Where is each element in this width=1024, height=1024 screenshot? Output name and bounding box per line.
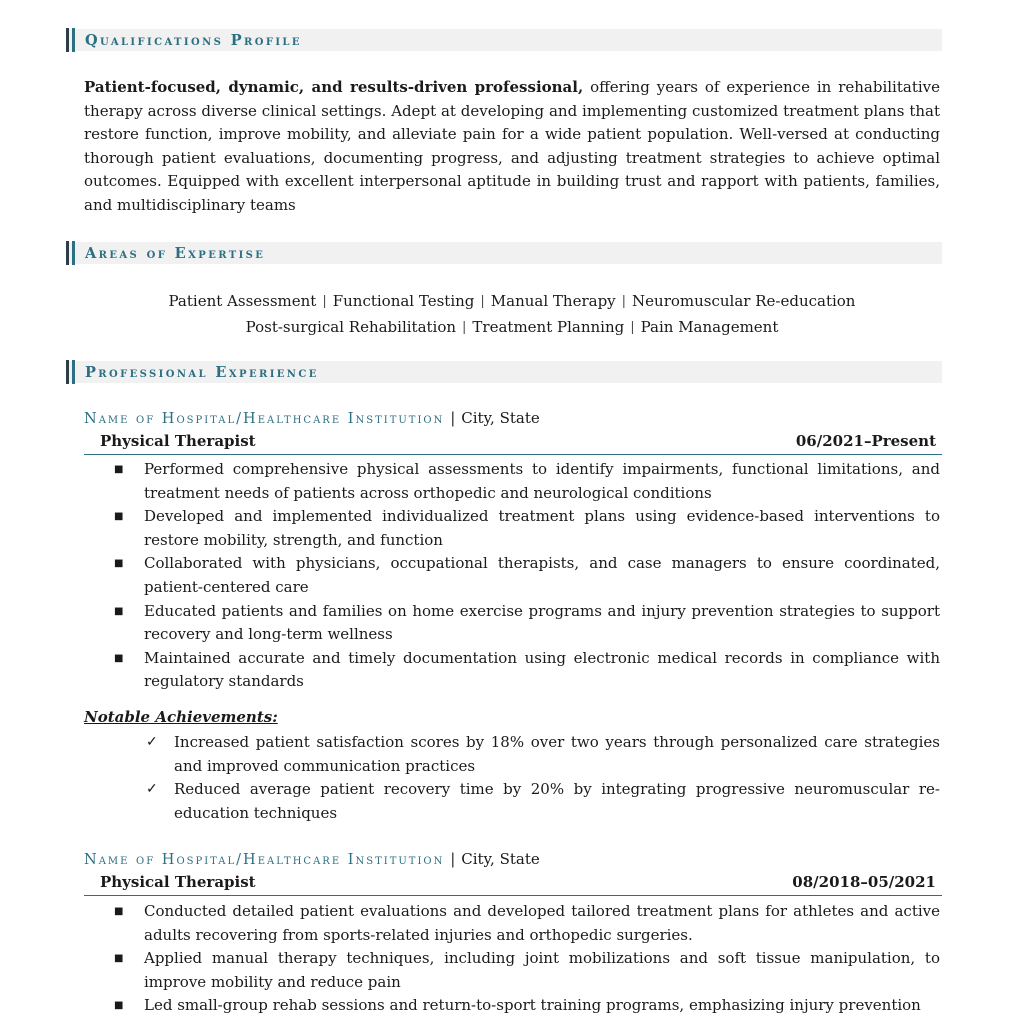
- list-item: [84, 900, 940, 947]
- expertise-item: Functional Testing: [332, 292, 475, 310]
- employer-location: City, State: [461, 850, 540, 868]
- list-item: [84, 552, 940, 599]
- section-accent-bar: [72, 241, 75, 265]
- expertise-item: Neuromuscular Re-education: [632, 292, 856, 310]
- bullet-icon: ■: [114, 953, 124, 965]
- achievement-text: Reduced average patient recovery time by 20% by integrating progressive neuromuscular re-education techniques: [174, 780, 940, 822]
- section-accent-bar: [72, 28, 75, 52]
- section-header-qualifications: [66, 29, 942, 51]
- job-title: Physical Therapist: [100, 432, 256, 450]
- bullet-text: Performed comprehensive physical assessments to identify impairments, functional limitations, and treatment needs of patients across orthopedic and neurological conditions: [144, 460, 940, 502]
- list-item: [84, 458, 940, 505]
- list-item: [84, 647, 940, 694]
- section-accent-bar: [66, 360, 69, 384]
- profile-summary: [84, 76, 940, 218]
- profile-body: offering years of experience in rehabilitative therapy across diverse clinical settings. Adept at developing and implementing customized treatment plans that restore function, improve mobility, and alleviate pain for a wide patient population. Well-versed at conducting thorough patient evaluations, documenting progress, and adjusting treatment strategies to achieve optimal outcomes. Equipped with excellent interpersonal aptitude in building trust and rapport with patients, families, and multidisciplinary teams: [84, 78, 940, 214]
- section-header-experience: [66, 361, 942, 383]
- bullet-text: Educated patients and families on home exercise programs and injury prevention strategies to support recovery and long-term wellness: [144, 601, 940, 644]
- bullet-icon: ■: [114, 511, 124, 523]
- list-item: [84, 778, 940, 825]
- bullet-icon: ■: [114, 652, 124, 664]
- job-title: Physical Therapist: [100, 873, 256, 891]
- bullet-text: Developed and implemented individualized treatment plans using evidence-based interventions to restore mobility, strength, and function: [144, 507, 940, 549]
- expertise-item: Treatment Planning: [472, 318, 625, 336]
- checkmark-icon: ✓: [146, 734, 158, 750]
- list-item: [84, 505, 940, 552]
- job-dates: 06/2021–Present: [795, 432, 936, 450]
- bullet-icon: ■: [114, 558, 124, 570]
- profile-lead: Patient-focused, dynamic, and results-driven professional,: [84, 78, 584, 96]
- expertise-item: Post-surgical Rehabilitation: [245, 318, 457, 336]
- job-bullets: [84, 458, 940, 694]
- bullet-icon: ■: [114, 464, 124, 475]
- bullet-text: Maintained accurate and timely documentation using electronic medical records in compliance with regulatory standards: [144, 648, 940, 691]
- bullet-icon: ■: [114, 605, 124, 617]
- list-item: [84, 947, 940, 994]
- section-title: Qualifications Profile: [85, 32, 302, 49]
- list-item: [84, 731, 940, 778]
- section-accent-bar: [66, 28, 69, 52]
- section-title: Areas of Expertise: [85, 245, 266, 262]
- section-accent-bar: [66, 241, 69, 265]
- achievements-list: [84, 731, 940, 825]
- section-accent-bar: [72, 360, 75, 384]
- list-item: [84, 600, 940, 647]
- employer-name: Name of Hospital/Healthcare Institution: [84, 852, 445, 868]
- expertise-item: Manual Therapy: [490, 292, 616, 310]
- job-employer: Name of Hospital/Healthcare Institution | City, State: [84, 850, 540, 868]
- bullet-text: Applied manual therapy techniques, including joint mobilizations and soft tissue manipulation, to improve mobility and reduce pain: [144, 949, 940, 991]
- list-item: [84, 994, 940, 1018]
- expertise-item: Patient Assessment: [168, 292, 317, 310]
- achievement-text: Increased patient satisfaction scores by 18% over two years through personalized care strategies and improved communication practices: [174, 733, 940, 775]
- bullet-text: Led small-group rehab sessions and return-to-sport training programs, emphasizing injury prevention: [144, 996, 921, 1015]
- expertise-item: Pain Management: [640, 318, 779, 336]
- bullet-icon: ■: [114, 906, 124, 917]
- expertise-row: Patient Assessment | Functional Testing | Manual Therapy | Neuromuscular Re-education: [168, 292, 856, 310]
- bullet-text: Conducted detailed patient evaluations and developed tailored treatment plans for athletes and active adults recovering from sports-related injuries and orthopedic surgeries.: [144, 902, 940, 944]
- job-dates: 08/2018–05/2021: [792, 873, 936, 891]
- notable-achievements-label: Notable Achievements:: [84, 708, 278, 726]
- bullet-icon: ■: [114, 1000, 124, 1012]
- employer-name: Name of Hospital/Healthcare Institution: [84, 411, 445, 427]
- job-bullets: [84, 900, 940, 1018]
- job-role-line: [84, 432, 942, 455]
- section-title: Professional Experience: [85, 364, 319, 381]
- expertise-row: Post-surgical Rehabilitation | Treatment Planning | Pain Management: [245, 318, 779, 336]
- job-employer: Name of Hospital/Healthcare Institution | City, State: [84, 409, 540, 427]
- employer-location: City, State: [461, 409, 540, 427]
- expertise-list: [84, 289, 940, 341]
- section-header-expertise: [66, 242, 942, 264]
- checkmark-icon: ✓: [146, 781, 158, 798]
- bullet-text: Collaborated with physicians, occupational therapists, and case managers to ensure coordinated, patient-centered care: [144, 554, 940, 596]
- job-role-line: [84, 873, 942, 896]
